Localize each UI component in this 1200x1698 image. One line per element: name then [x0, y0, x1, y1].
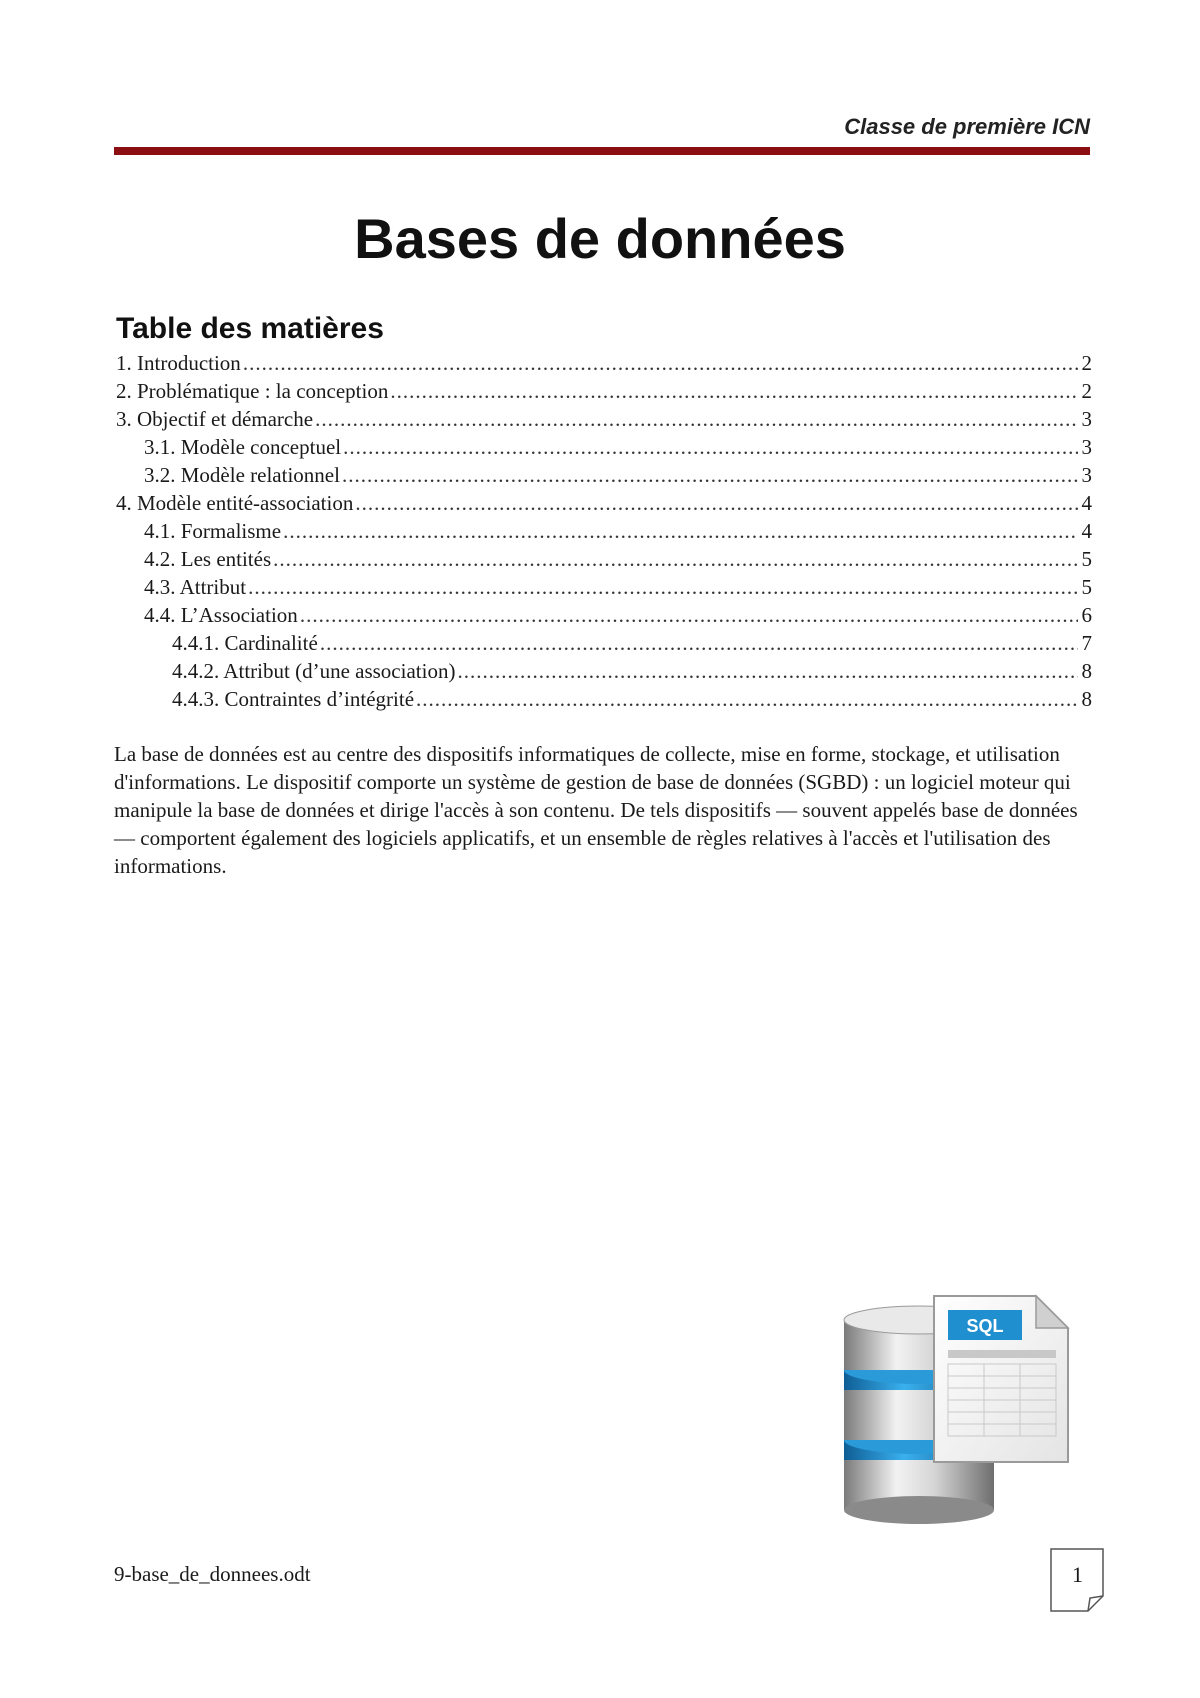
toc-leader-dots	[416, 685, 1078, 713]
toc-item-page: 3	[1081, 435, 1092, 459]
toc-item-label: 4.1. Formalisme	[144, 519, 282, 543]
toc-item-page: 2	[1081, 379, 1092, 403]
toc-item-page: 4	[1081, 491, 1092, 515]
toc-item-label: 1. Introduction	[116, 351, 241, 375]
toc-item-attribut-association[interactable]	[116, 657, 1092, 685]
toc-item-modele-conceptuel[interactable]	[116, 433, 1092, 461]
toc-item-page: 5	[1081, 575, 1092, 599]
toc-item-objectif[interactable]	[116, 405, 1092, 433]
toc-item-association[interactable]	[116, 601, 1092, 629]
table-of-contents	[116, 349, 1092, 713]
toc-leader-dots	[283, 517, 1078, 545]
toc-item-label: 3.2. Modèle relationnel	[144, 463, 340, 487]
toc-item-page: 2	[1081, 351, 1092, 375]
toc-item-label: 4.4.3. Contraintes d’intégrité	[172, 687, 415, 711]
toc-item-introduction[interactable]	[116, 349, 1092, 377]
toc-leader-dots	[343, 433, 1078, 461]
toc-item-page: 7	[1081, 631, 1092, 655]
toc-leader-dots	[248, 573, 1078, 601]
toc-item-label: 4.2. Les entités	[144, 547, 272, 571]
toc-item-label: 2. Problématique : la conception	[116, 379, 389, 403]
toc-heading: Table des matières	[116, 312, 384, 345]
toc-leader-dots	[243, 349, 1078, 377]
toc-leader-dots	[320, 629, 1078, 657]
toc-item-entite-association[interactable]	[116, 489, 1092, 517]
header-class-label: Classe de première ICN	[844, 114, 1090, 139]
toc-item-label: 3.1. Modèle conceptuel	[144, 435, 342, 459]
toc-leader-dots	[273, 545, 1078, 573]
toc-item-label: 4. Modèle entité-association	[116, 491, 354, 515]
toc-item-page: 5	[1081, 547, 1092, 571]
sql-badge-label: SQL	[966, 1316, 1004, 1336]
toc-leader-dots	[457, 657, 1078, 685]
toc-item-formalisme[interactable]	[116, 517, 1092, 545]
database-sql-icon	[836, 1290, 1076, 1530]
header-rule	[114, 147, 1090, 155]
footer-filename: 9-base_de_donnees.odt	[114, 1562, 311, 1586]
toc-item-label: 4.4.2. Attribut (d’une association)	[172, 659, 456, 683]
intro-paragraph: La base de données est au centre des dispositifs informatiques de collecte, mise en forme, stockage, et utilisation d'informations. Le dispositif comporte un système de gestion de base de données (SGBD) : un logiciel moteur qui manipule la base de données et dirige l'accès à son contenu. De tels dispositifs — souvent appelés base de données — comportent également des logiciels applicatifs, et un ensemble de règles relatives à l'accès et l'utilisation des informations.	[114, 742, 1078, 878]
toc-leader-dots	[390, 377, 1078, 405]
toc-leader-dots	[300, 601, 1078, 629]
toc-item-page: 3	[1081, 463, 1092, 487]
toc-item-page: 4	[1081, 519, 1092, 543]
toc-item-label: 4.4. L’Association	[144, 603, 298, 627]
page-number: 1	[1072, 1562, 1083, 1587]
toc-item-contraintes[interactable]	[116, 685, 1092, 713]
toc-item-problematique[interactable]	[116, 377, 1092, 405]
toc-item-attribut[interactable]	[116, 573, 1092, 601]
toc-item-cardinalite[interactable]	[116, 629, 1092, 657]
toc-item-modele-relationnel[interactable]	[116, 461, 1092, 489]
toc-item-page: 6	[1081, 603, 1092, 627]
toc-leader-dots	[342, 461, 1078, 489]
toc-item-label: 4.4.1. Cardinalité	[172, 631, 318, 655]
toc-item-entites[interactable]	[116, 545, 1092, 573]
toc-item-label: 3. Objectif et démarche	[116, 407, 314, 431]
toc-item-page: 8	[1081, 687, 1092, 711]
toc-item-label: 4.3. Attribut	[144, 575, 247, 599]
toc-item-page: 8	[1081, 659, 1092, 683]
toc-item-page: 3	[1081, 407, 1092, 431]
document-title: Bases de données	[354, 207, 846, 270]
toc-leader-dots	[355, 489, 1078, 517]
toc-leader-dots	[315, 405, 1078, 433]
